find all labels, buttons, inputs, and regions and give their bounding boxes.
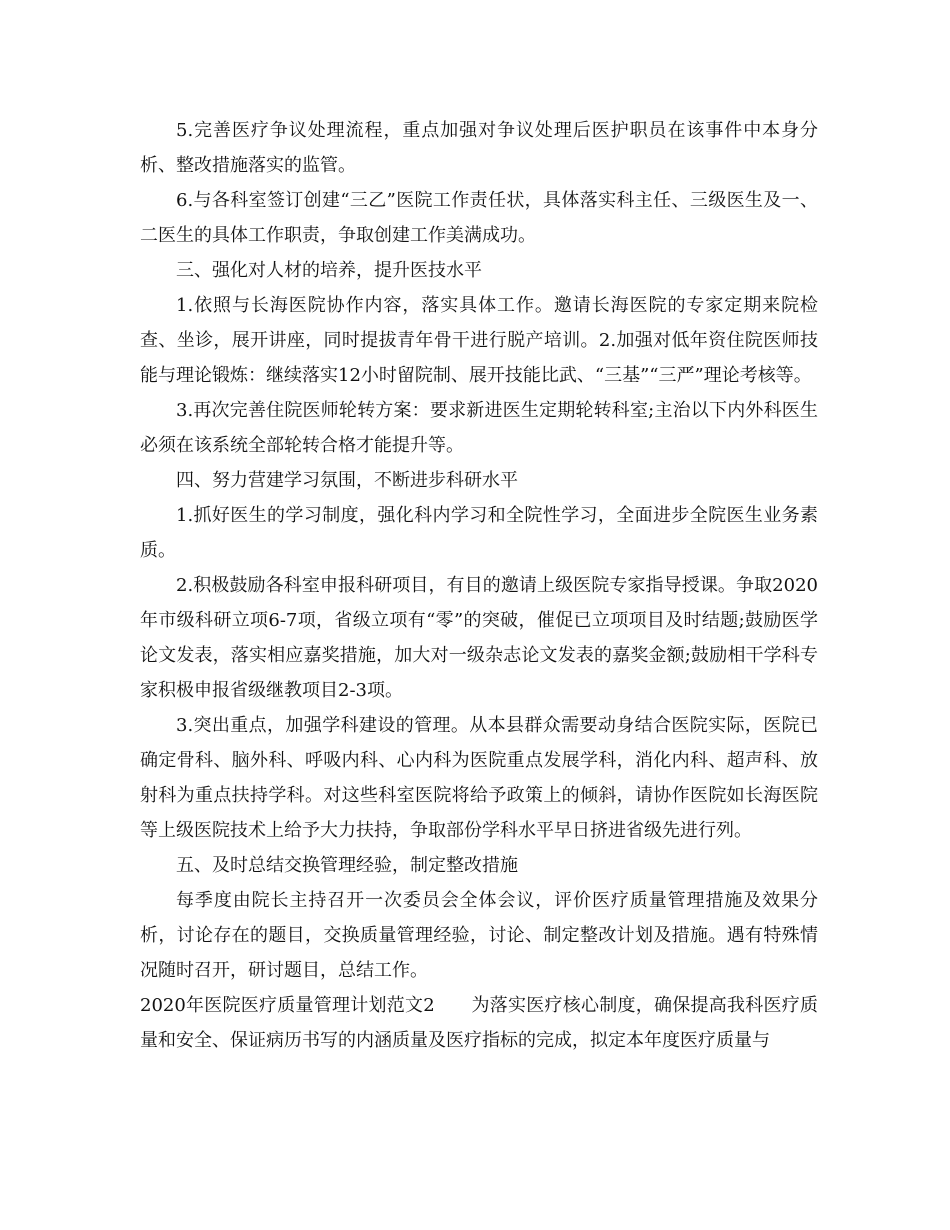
section-heading-4: 四、努力营建学习氛围，不断进步科研水平 [176,470,518,491]
paragraph-5-dispute-process: 5.完善医疗争议处理流程，重点加强对争议处理后医护职员在该事件中本身分析、整改措施落实的监管。 [140,120,818,176]
document-body [140,113,818,1058]
section-heading-3: 三、强化对人材的培养，提升医技水平 [176,260,482,281]
paragraph-6-responsibility: 6.与各科室签订创建“三乙”医院工作责任状，具体落实科主任、三级医生及一、二医生的具体工作职责，争取创建工作美满成功。 [140,190,818,246]
section-heading-5: 五、及时总结交换管理经验，制定整改措施 [176,855,518,876]
paragraph-study-2: 2.积极鼓励各科室申报科研项目，有目的邀请上级医院专家指导授课。争取2020年市级科研立项6-7项，省级立项有“零”的突破，催促已立项项目及时结题;鼓励医学论文发表，落实相应嘉奖措施，加大对一级杂志论文发表的嘉奖金额;鼓励相干学科专家积极申报省级继教项目2-3项。 [140,575,818,701]
paragraph-study-3: 3.突出重点，加强学科建设的管理。从本县群众需要动身结合医院实际，医院已确定骨科、脑外科、呼吸内科、心内科为医院重点发展学科，消化内科、超声科、放射科为重点扶持学科。对这些科室医院将给予政策上的倾斜，请协作医院如长海医院等上级医院技术上给予大力扶持，争取部份学科水平早日挤进省级先进行列。 [140,715,818,841]
paragraph-study-1: 1.抓好医生的学习制度，强化科内学习和全院性学习，全面进步全院医生业务素质。 [140,505,818,561]
paragraph-talent-3: 3.再次完善住院医师轮转方案：要求新进医生定期轮转科室;主治以下内外科医生必须在该系统全部轮转合格才能提升等。 [140,400,818,456]
paragraph-plan-2-intro: 2020年医院医疗质量管理计划范文2 为落实医疗核心制度，确保提高我科医疗质量和安全、保证病历书写的内涵质量及医疗指标的完成，拟定本年度医疗质量与 [140,995,818,1051]
paragraph-talent-1-2: 1.依照与长海医院协作内容，落实具体工作。邀请长海医院的专家定期来院检查、坐诊，展开讲座，同时提拔青年骨干进行脱产培训。2.加强对低年资住院医师技能与理论锻炼：继续落实12小时留院制、展开技能比武、“三基”“三严”理论考核等。 [140,295,818,386]
paragraph-quarterly-meeting: 每季度由院长主持召开一次委员会全体会议，评价医疗质量管理措施及效果分析，讨论存在的题目，交换质量管理经验，讨论、制定整改计划及措施。遇有特殊情况随时召开，研讨题目，总结工作。 [140,890,818,981]
